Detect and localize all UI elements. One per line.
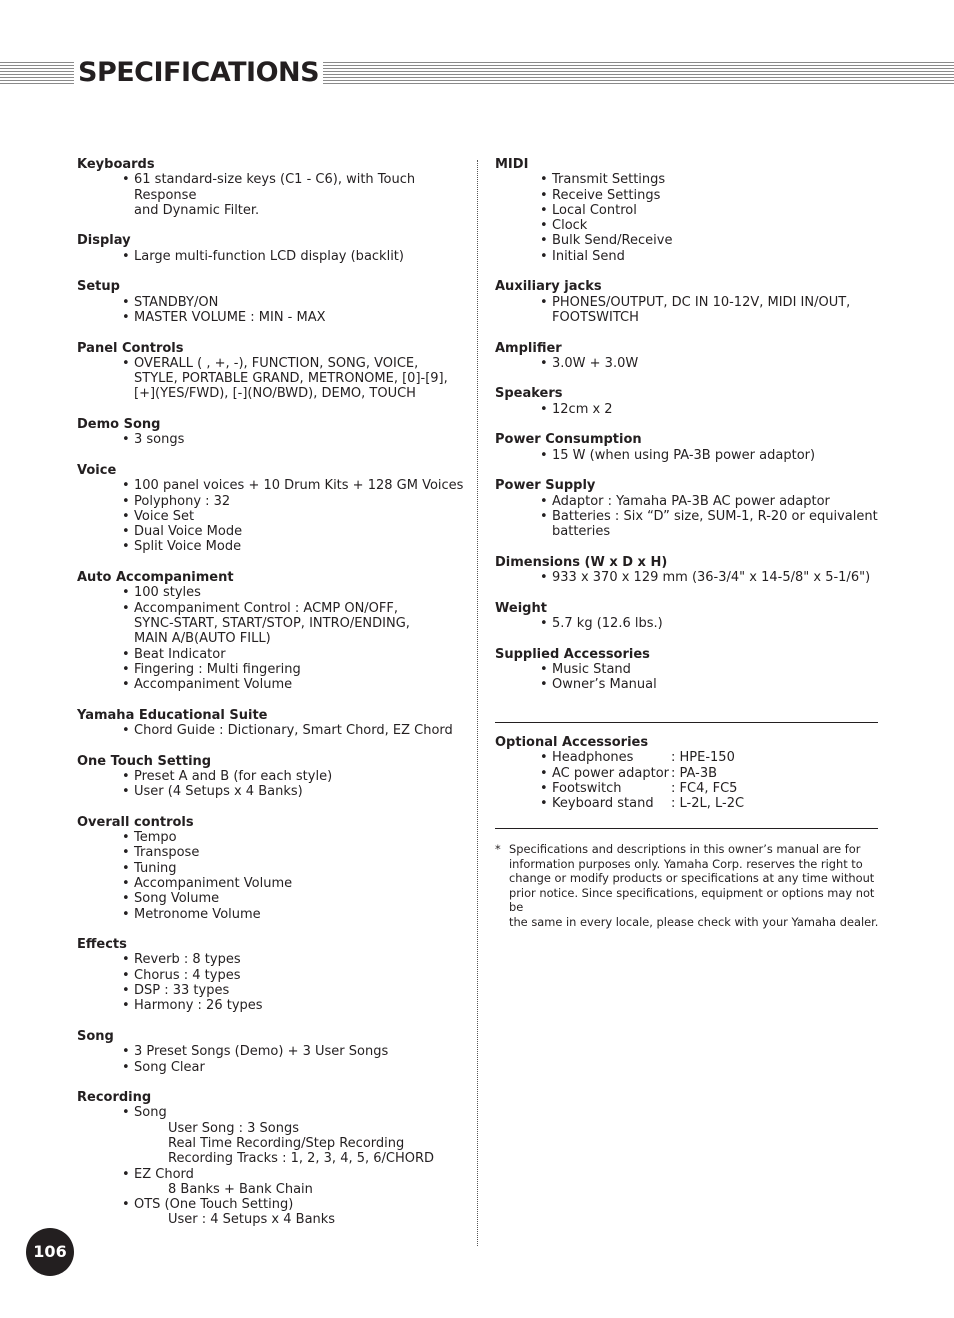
spec-heading: Keyboards xyxy=(77,157,155,172)
spec-item-continuation: STYLE, PORTABLE GRAND, METRONOME, [0]-[9], xyxy=(134,371,448,387)
spec-item-text: • Metronome Volume xyxy=(134,906,261,922)
spec-heading: Voice xyxy=(77,462,117,478)
spec-section xyxy=(77,570,467,692)
spec-item-text: • 100 panel voices + 10 Drum Kits + 128 GM Voices xyxy=(134,478,464,494)
spec-item xyxy=(77,998,467,1013)
spec-item-text: • STANDBY/ON xyxy=(134,294,219,310)
spec-item xyxy=(495,188,880,203)
spec-heading: Effects xyxy=(77,937,127,953)
spec-heading: Panel Controls xyxy=(77,340,184,356)
spec-item xyxy=(77,356,467,402)
spec-item xyxy=(77,1060,467,1075)
spec-item-text: • Adaptor : Yamaha PA-3B AC power adaptor xyxy=(552,493,830,509)
spec-item-text: • 3 songs xyxy=(134,432,185,448)
spec-item-text: • Transpose xyxy=(134,845,200,861)
footnote xyxy=(495,842,880,929)
spec-item-text: • Harmony : 26 types xyxy=(134,998,263,1014)
optional-accessory-row xyxy=(495,781,880,796)
spec-item-continuation: SYNC-START, START/STOP, INTRO/ENDING, xyxy=(134,615,410,631)
footnote-marker: * xyxy=(495,842,501,856)
spec-item xyxy=(495,203,880,218)
spec-item-text: • Local Control xyxy=(552,202,637,218)
spec-item xyxy=(77,723,467,738)
optional-accessory-row xyxy=(495,750,880,765)
spec-section xyxy=(495,386,880,417)
spec-item xyxy=(77,1167,467,1182)
spec-item xyxy=(77,310,467,325)
spec-section xyxy=(77,233,467,264)
spec-section xyxy=(77,341,467,402)
spec-item xyxy=(495,172,880,187)
spec-item xyxy=(77,677,467,692)
spec-item xyxy=(77,647,467,662)
spec-subitem: User : 4 Setups x 4 Banks xyxy=(168,1212,336,1228)
spec-item-text: • 3 Preset Songs (Demo) + 3 User Songs xyxy=(134,1044,389,1060)
spec-item-text: • Bulk Send/Receive xyxy=(552,233,673,249)
spec-subitem: Recording Tracks : 1, 2, 3, 4, 5, 6/CHORD xyxy=(168,1151,435,1167)
spec-section xyxy=(77,815,467,922)
footnote-line: Specifications and descriptions in this owner’s manual are for xyxy=(509,842,861,856)
spec-item-text: • 15 W (when using PA-3B power adaptor) xyxy=(552,447,816,463)
optional-accessory-label: • Headphones xyxy=(552,750,634,766)
spec-item-text: • Preset A and B (for each style) xyxy=(134,768,333,784)
spec-item-text: • Accompaniment Volume xyxy=(134,875,293,891)
spec-item xyxy=(495,218,880,233)
spec-item-text: • Reverb : 8 types xyxy=(134,952,241,968)
spec-section xyxy=(495,432,880,463)
spec-item-text: • Music Stand xyxy=(552,661,631,677)
spec-item-text: • Initial Send xyxy=(552,248,625,264)
spec-item-text: • Song xyxy=(134,1105,167,1121)
spec-item-text: • 100 styles xyxy=(134,585,201,601)
spec-section xyxy=(77,754,467,800)
spec-item-text: • 3.0W + 3.0W xyxy=(552,355,639,371)
spec-item xyxy=(495,677,880,692)
spec-item xyxy=(77,509,467,524)
optional-accessory-label: • Keyboard stand xyxy=(552,796,654,812)
spec-item-continuation: batteries xyxy=(552,524,611,540)
spec-item-text: • Tempo xyxy=(134,830,177,846)
column-separator xyxy=(477,160,478,1246)
optional-accessory-label: • AC power adaptor xyxy=(552,765,670,781)
spec-heading: MIDI xyxy=(495,157,529,172)
spec-item-text: • Receive Settings xyxy=(552,187,661,203)
spec-item-text: • 12cm x 2 xyxy=(552,401,613,417)
spec-item xyxy=(77,952,467,967)
spec-item xyxy=(77,432,467,447)
spec-item-text: • Song Volume xyxy=(134,891,220,907)
spec-item-text: • Transmit Settings xyxy=(552,172,666,188)
spec-heading: One Touch Setting xyxy=(77,753,212,769)
spec-item xyxy=(77,907,467,922)
spec-item xyxy=(77,769,467,784)
spec-item xyxy=(77,876,467,891)
spec-section xyxy=(77,1090,467,1228)
spec-item xyxy=(77,983,467,998)
spec-item xyxy=(77,891,467,906)
spec-item-text: • Clock xyxy=(552,218,588,234)
spec-subitem: 8 Banks + Bank Chain xyxy=(168,1181,313,1197)
spec-item-text: • 61 standard-size keys (C1 - C6), with Touch Response xyxy=(134,172,416,203)
page-title: SPECIFICATIONS xyxy=(74,54,323,92)
spec-item-text: • EZ Chord xyxy=(134,1166,194,1182)
spec-item xyxy=(77,601,467,647)
spec-heading: Display xyxy=(77,233,131,249)
optional-accessory-row xyxy=(495,766,880,781)
footnote-line: the same in every locale, please check with your Yamaha dealer. xyxy=(509,914,879,929)
spec-item xyxy=(77,249,467,264)
spec-item xyxy=(495,570,880,585)
spec-heading: Overall controls xyxy=(77,814,194,830)
spec-section xyxy=(77,463,467,555)
spec-heading: Auto Accompaniment xyxy=(77,570,234,586)
spec-item xyxy=(495,662,880,677)
optional-accessory-value: : PA-3B xyxy=(671,765,718,781)
spec-item xyxy=(77,478,467,493)
spec-item xyxy=(495,448,880,463)
optional-accessory-pair xyxy=(552,750,880,765)
spec-section xyxy=(77,279,467,325)
spec-item xyxy=(495,616,880,631)
spec-item xyxy=(77,968,467,983)
spec-item-text: • User (4 Setups x 4 Banks) xyxy=(134,784,303,800)
spec-item-text: • Batteries : Six “D” size, SUM-1, R-20 or equivalent xyxy=(552,508,878,524)
spec-item xyxy=(77,172,467,218)
spec-item xyxy=(77,861,467,876)
spec-heading: Speakers xyxy=(495,386,563,402)
spec-item-text: • Chord Guide : Dictionary, Smart Chord, EZ Chord xyxy=(134,722,453,738)
spec-heading: Setup xyxy=(77,279,120,295)
spec-section xyxy=(495,341,880,372)
spec-item xyxy=(77,539,467,554)
optional-accessories-heading: Optional Accessories xyxy=(495,735,649,750)
spec-item-text: • PHONES/OUTPUT, DC IN 10-12V, MIDI IN/OUT, xyxy=(552,294,851,310)
optional-bottom-divider xyxy=(495,828,878,829)
spec-section xyxy=(77,417,467,448)
spec-heading: Amplifier xyxy=(495,340,562,356)
optional-accessory-value: : HPE-150 xyxy=(671,750,735,766)
optional-top-divider xyxy=(495,722,878,723)
spec-item-text: • Chorus : 4 types xyxy=(134,967,241,983)
right-spec-column xyxy=(495,157,880,708)
spec-item-text: • Tuning xyxy=(134,860,177,876)
spec-item-text: • Accompaniment Control : ACMP ON/OFF, xyxy=(134,600,398,616)
spec-item-text: • Owner’s Manual xyxy=(552,677,657,693)
spec-item xyxy=(77,585,467,600)
spec-item-text: • Dual Voice Mode xyxy=(134,524,243,540)
footnote-line: information purposes only. Yamaha Corp. reserves the right to xyxy=(509,856,863,871)
spec-item xyxy=(77,1044,467,1059)
spec-item-text: • OVERALL ( , +, -), FUNCTION, SONG, VOICE, xyxy=(134,355,419,371)
spec-heading: Power Consumption xyxy=(495,432,642,448)
spec-heading: Supplied Accessories xyxy=(495,646,650,662)
spec-section xyxy=(495,555,880,586)
optional-accessory-label: • Footswitch xyxy=(552,780,622,796)
spec-subitem: Real Time Recording/Step Recording xyxy=(168,1136,405,1151)
spec-item xyxy=(495,402,880,417)
spec-item-text: • Fingering : Multi fingering xyxy=(134,661,301,677)
spec-item-text: • DSP : 33 types xyxy=(134,983,230,999)
spec-item xyxy=(495,295,880,326)
spec-section xyxy=(77,937,467,1013)
spec-item-continuation: FOOTSWITCH xyxy=(552,309,639,325)
spec-item-text: • MASTER VOLUME : MIN - MAX xyxy=(134,309,326,325)
spec-item xyxy=(495,233,880,248)
spec-item xyxy=(495,249,880,264)
spec-item-continuation: MAIN A/B(AUTO FILL) xyxy=(134,631,271,647)
optional-accessory-value: : L-2L, L-2C xyxy=(671,796,745,812)
spec-heading: Yamaha Educational Suite xyxy=(77,707,268,723)
spec-section xyxy=(495,601,880,632)
spec-subitem: User Song : 3 Songs xyxy=(168,1120,299,1136)
footnote-line: prior notice. Since specifications, equipment or options may not be xyxy=(509,885,875,914)
spec-section xyxy=(495,647,880,693)
footnote-line: change or modify products or specifications at any time without xyxy=(509,871,875,885)
optional-accessory-pair xyxy=(552,781,880,796)
optional-accessory-value: : FC4, FC5 xyxy=(671,780,738,796)
spec-heading: Song xyxy=(77,1028,114,1044)
spec-item-text: • 933 x 370 x 129 mm (36-3/4" x 14-5/8" x 5-1/6") xyxy=(552,570,871,586)
spec-item-text: • 5.7 kg (12.6 lbs.) xyxy=(552,615,663,631)
spec-item-text: • Voice Set xyxy=(134,508,195,524)
spec-item-text: • OTS (One Touch Setting) xyxy=(134,1197,294,1213)
spec-item xyxy=(77,1197,467,1212)
optional-accessory-row xyxy=(495,796,880,811)
spec-heading: Power Supply xyxy=(495,478,596,494)
optional-accessories xyxy=(495,735,880,811)
spec-item-continuation: and Dynamic Filter. xyxy=(134,202,260,218)
spec-item-text: • Large multi-function LCD display (backlit) xyxy=(134,248,404,264)
spec-item xyxy=(77,784,467,799)
left-spec-column xyxy=(77,157,467,1243)
optional-accessory-pair xyxy=(552,766,880,781)
spec-item xyxy=(77,845,467,860)
spec-section xyxy=(77,708,467,739)
spec-section xyxy=(77,1029,467,1075)
spec-heading: Demo Song xyxy=(77,417,161,433)
spec-item-text: • Song Clear xyxy=(134,1059,205,1075)
spec-heading: Dimensions (W x D x H) xyxy=(495,554,668,570)
optional-accessory-pair xyxy=(552,796,880,811)
spec-item xyxy=(77,1105,467,1120)
spec-section xyxy=(495,157,880,264)
spec-item xyxy=(77,295,467,310)
spec-item xyxy=(495,494,880,509)
spec-section xyxy=(495,478,880,539)
spec-section xyxy=(495,279,880,325)
page-number: 106 xyxy=(26,1228,74,1276)
spec-item xyxy=(77,494,467,509)
spec-heading: Recording xyxy=(77,1090,152,1106)
spec-item xyxy=(77,524,467,539)
spec-item xyxy=(495,356,880,371)
spec-section xyxy=(77,157,467,218)
spec-heading: Auxiliary jacks xyxy=(495,279,602,295)
spec-item xyxy=(77,662,467,677)
spec-item-text: • Polyphony : 32 xyxy=(134,493,231,509)
spec-item-continuation: [+](YES/FWD), [-](NO/BWD), DEMO, TOUCH xyxy=(134,386,416,402)
spec-item xyxy=(495,509,880,540)
spec-heading: Weight xyxy=(495,600,547,616)
spec-item-text: • Beat Indicator xyxy=(134,646,226,662)
spec-item-text: • Split Voice Mode xyxy=(134,539,242,555)
spec-item-text: • Accompaniment Volume xyxy=(134,677,293,693)
spec-item xyxy=(77,830,467,845)
